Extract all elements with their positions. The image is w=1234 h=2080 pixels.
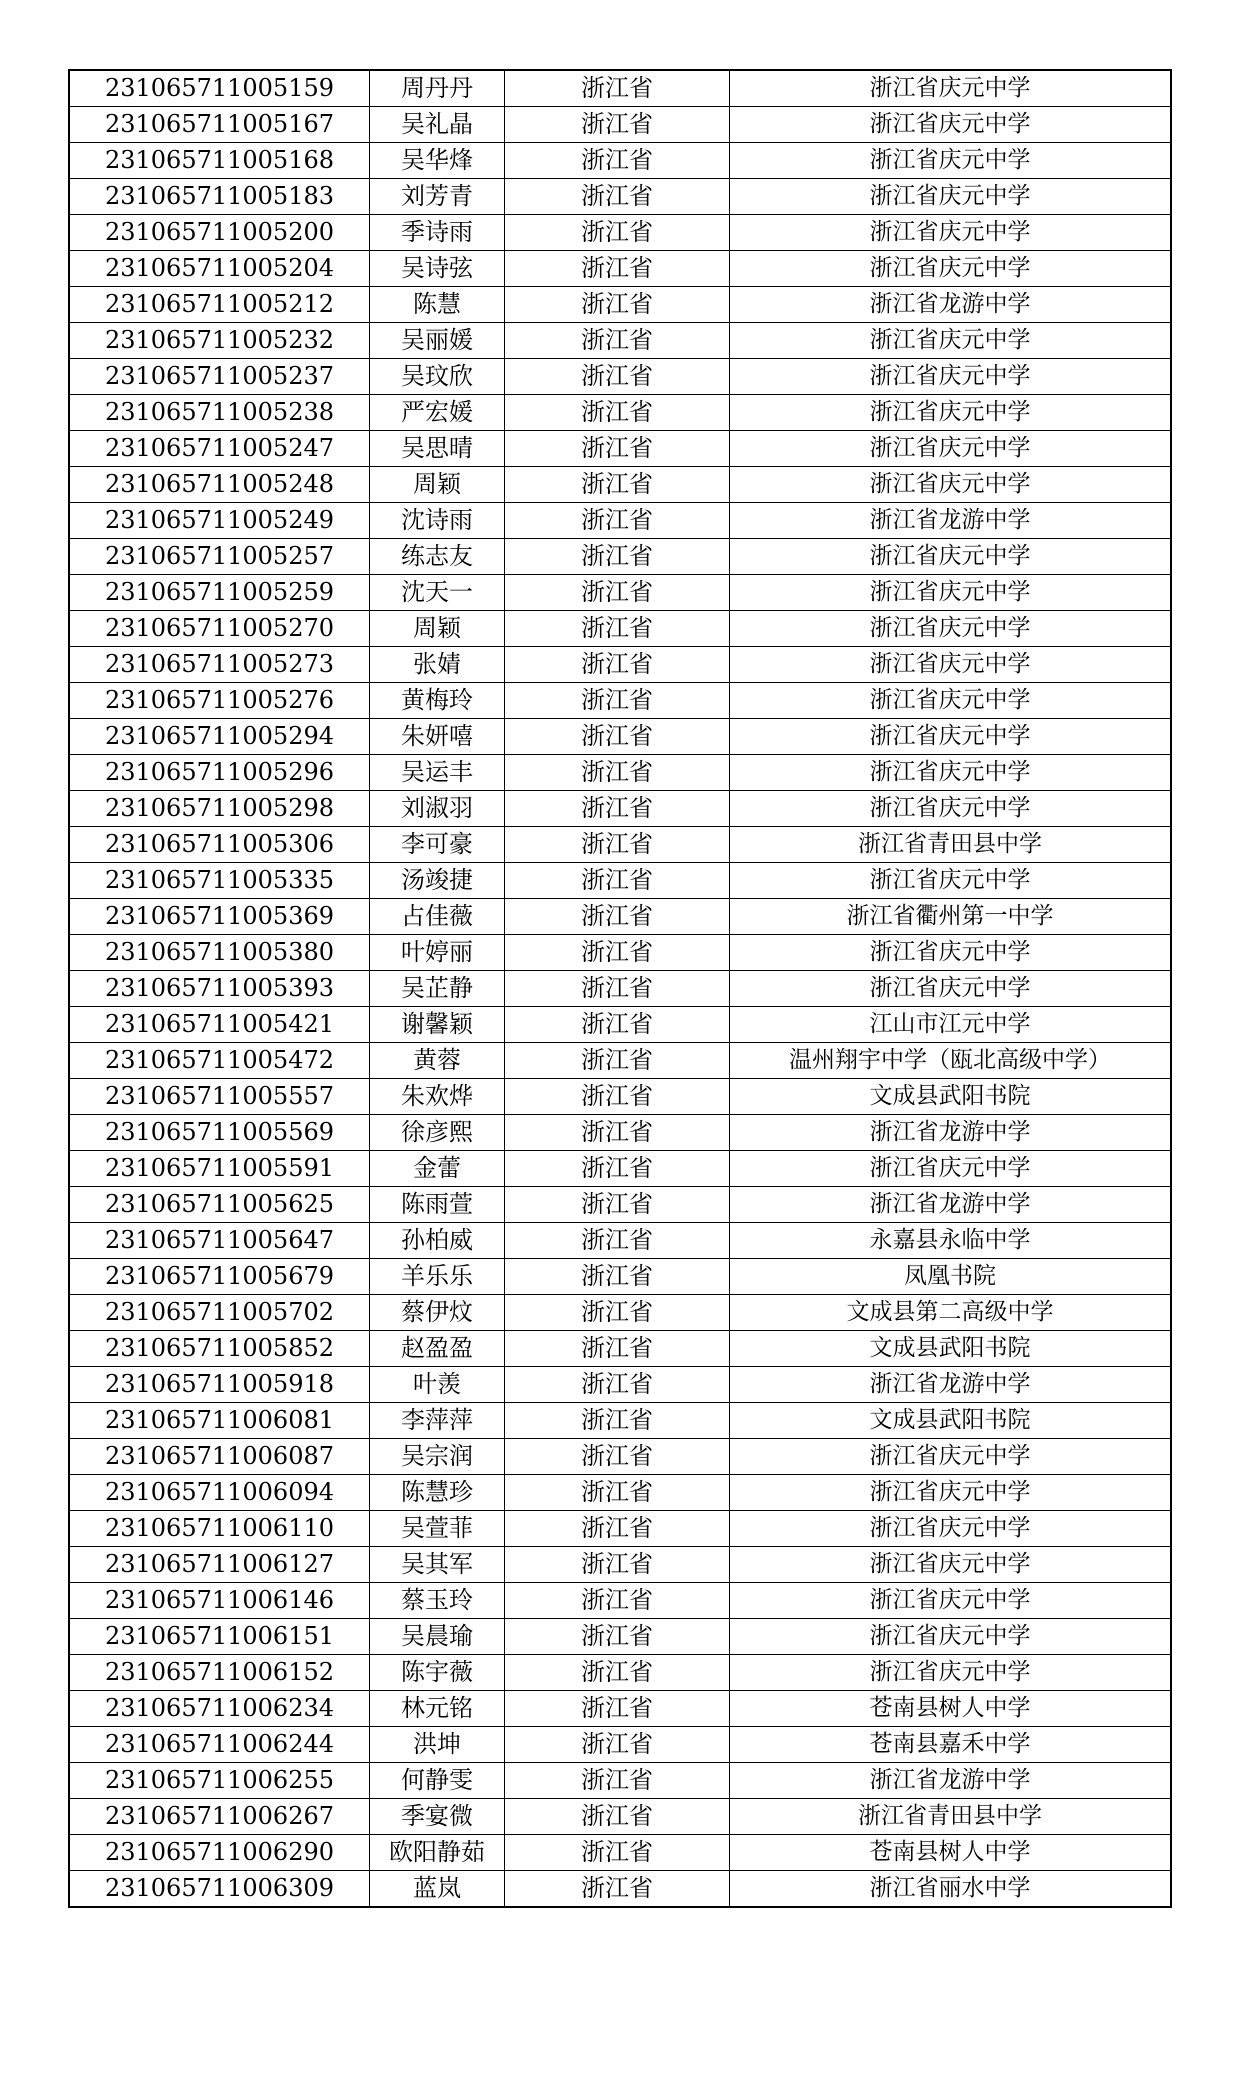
province-cell: 浙江省	[505, 539, 730, 575]
table-row	[69, 791, 1171, 827]
school-cell: 凤凰书院	[730, 1259, 1172, 1295]
province-cell: 浙江省	[505, 1223, 730, 1259]
student-name-cell: 吴宗润	[370, 1439, 505, 1475]
exam-id-cell: 231065711005273	[69, 647, 370, 683]
province-cell: 浙江省	[505, 683, 730, 719]
table-row	[69, 323, 1171, 359]
province-cell: 浙江省	[505, 575, 730, 611]
school-cell: 浙江省庆元中学	[730, 70, 1172, 107]
exam-id-cell: 231065711006255	[69, 1763, 370, 1799]
exam-id-cell: 231065711005248	[69, 467, 370, 503]
table-row	[69, 755, 1171, 791]
student-name-cell: 蔡玉玲	[370, 1583, 505, 1619]
table-row	[69, 719, 1171, 755]
school-cell: 浙江省庆元中学	[730, 1655, 1172, 1691]
student-name-cell: 孙柏威	[370, 1223, 505, 1259]
exam-id-cell: 231065711005557	[69, 1079, 370, 1115]
province-cell: 浙江省	[505, 755, 730, 791]
school-cell: 浙江省龙游中学	[730, 1763, 1172, 1799]
exam-id-cell: 231065711006267	[69, 1799, 370, 1835]
student-name-cell: 汤竣捷	[370, 863, 505, 899]
student-name-cell: 吴芷静	[370, 971, 505, 1007]
student-name-cell: 陈宇薇	[370, 1655, 505, 1691]
school-cell: 浙江省庆元中学	[730, 755, 1172, 791]
exam-id-cell: 231065711005257	[69, 539, 370, 575]
school-cell: 浙江省庆元中学	[730, 611, 1172, 647]
school-cell: 苍南县树人中学	[730, 1691, 1172, 1727]
province-cell: 浙江省	[505, 1115, 730, 1151]
exam-id-cell: 231065711005276	[69, 683, 370, 719]
school-cell: 浙江省庆元中学	[730, 971, 1172, 1007]
exam-id-cell: 231065711005647	[69, 1223, 370, 1259]
province-cell: 浙江省	[505, 143, 730, 179]
province-cell: 浙江省	[505, 1583, 730, 1619]
school-cell: 浙江省庆元中学	[730, 1475, 1172, 1511]
school-cell: 浙江省庆元中学	[730, 1439, 1172, 1475]
student-name-cell: 沈诗雨	[370, 503, 505, 539]
table-row	[69, 1727, 1171, 1763]
student-name-cell: 吴玟欣	[370, 359, 505, 395]
student-name-cell: 陈雨萱	[370, 1187, 505, 1223]
province-cell: 浙江省	[505, 179, 730, 215]
school-cell: 浙江省庆元中学	[730, 107, 1172, 143]
province-cell: 浙江省	[505, 287, 730, 323]
school-cell: 文成县武阳书院	[730, 1331, 1172, 1367]
exam-id-cell: 231065711006087	[69, 1439, 370, 1475]
exam-id-cell: 231065711006234	[69, 1691, 370, 1727]
table-row	[69, 1223, 1171, 1259]
table-row	[69, 359, 1171, 395]
student-name-cell: 洪坤	[370, 1727, 505, 1763]
province-cell: 浙江省	[505, 467, 730, 503]
exam-id-cell: 231065711006110	[69, 1511, 370, 1547]
school-cell: 浙江省庆元中学	[730, 1619, 1172, 1655]
school-cell: 浙江省龙游中学	[730, 1115, 1172, 1151]
student-name-cell: 吴丽媛	[370, 323, 505, 359]
province-cell: 浙江省	[505, 863, 730, 899]
exam-id-cell: 231065711005168	[69, 143, 370, 179]
table-row	[69, 1835, 1171, 1871]
table-row	[69, 575, 1171, 611]
exam-id-cell: 231065711006081	[69, 1403, 370, 1439]
student-name-cell: 沈天一	[370, 575, 505, 611]
province-cell: 浙江省	[505, 1511, 730, 1547]
table-row	[69, 683, 1171, 719]
table-row	[69, 1799, 1171, 1835]
student-name-cell: 叶婷丽	[370, 935, 505, 971]
province-cell: 浙江省	[505, 1295, 730, 1331]
exam-id-cell: 231065711005625	[69, 1187, 370, 1223]
school-cell: 浙江省青田县中学	[730, 1799, 1172, 1835]
exam-id-cell: 231065711006290	[69, 1835, 370, 1871]
exam-id-cell: 231065711005238	[69, 395, 370, 431]
exam-id-cell: 231065711005212	[69, 287, 370, 323]
exam-id-cell: 231065711005918	[69, 1367, 370, 1403]
province-cell: 浙江省	[505, 1655, 730, 1691]
exam-id-cell: 231065711005259	[69, 575, 370, 611]
table-row	[69, 1583, 1171, 1619]
table-row	[69, 143, 1171, 179]
school-cell: 浙江省庆元中学	[730, 431, 1172, 467]
school-cell: 浙江省庆元中学	[730, 359, 1172, 395]
table-row	[69, 287, 1171, 323]
student-name-cell: 吴华烽	[370, 143, 505, 179]
school-cell: 浙江省庆元中学	[730, 719, 1172, 755]
school-cell: 浙江省龙游中学	[730, 1187, 1172, 1223]
student-name-cell: 周丹丹	[370, 70, 505, 107]
province-cell: 浙江省	[505, 1799, 730, 1835]
exam-id-cell: 231065711005393	[69, 971, 370, 1007]
province-cell: 浙江省	[505, 1079, 730, 1115]
province-cell: 浙江省	[505, 503, 730, 539]
exam-id-cell: 231065711006309	[69, 1871, 370, 1908]
student-name-cell: 严宏媛	[370, 395, 505, 431]
exam-id-cell: 231065711005237	[69, 359, 370, 395]
school-cell: 温州翔宇中学（瓯北高级中学）	[730, 1043, 1172, 1079]
school-cell: 浙江省庆元中学	[730, 251, 1172, 287]
student-name-cell: 欧阳静茹	[370, 1835, 505, 1871]
school-cell: 浙江省庆元中学	[730, 143, 1172, 179]
province-cell: 浙江省	[505, 70, 730, 107]
exam-id-cell: 231065711006146	[69, 1583, 370, 1619]
student-name-cell: 吴诗弦	[370, 251, 505, 287]
exam-id-cell: 231065711005421	[69, 1007, 370, 1043]
student-name-cell: 刘芳青	[370, 179, 505, 215]
school-cell: 浙江省衢州第一中学	[730, 899, 1172, 935]
student-name-cell: 金蕾	[370, 1151, 505, 1187]
school-cell: 苍南县树人中学	[730, 1835, 1172, 1871]
province-cell: 浙江省	[505, 1187, 730, 1223]
exam-id-cell: 231065711005591	[69, 1151, 370, 1187]
school-cell: 浙江省庆元中学	[730, 1547, 1172, 1583]
table-body	[69, 70, 1171, 1907]
province-cell: 浙江省	[505, 1151, 730, 1187]
province-cell: 浙江省	[505, 359, 730, 395]
student-name-cell: 占佳薇	[370, 899, 505, 935]
province-cell: 浙江省	[505, 323, 730, 359]
student-name-cell: 周颖	[370, 467, 505, 503]
school-cell: 浙江省庆元中学	[730, 215, 1172, 251]
school-cell: 浙江省庆元中学	[730, 539, 1172, 575]
province-cell: 浙江省	[505, 107, 730, 143]
table-row	[69, 1403, 1171, 1439]
table-row	[69, 1151, 1171, 1187]
province-cell: 浙江省	[505, 395, 730, 431]
student-name-cell: 谢馨颖	[370, 1007, 505, 1043]
student-name-cell: 黄梅玲	[370, 683, 505, 719]
table-row	[69, 467, 1171, 503]
exam-id-cell: 231065711005380	[69, 935, 370, 971]
school-cell: 文成县武阳书院	[730, 1403, 1172, 1439]
table-row	[69, 1295, 1171, 1331]
province-cell: 浙江省	[505, 1835, 730, 1871]
table-row	[69, 503, 1171, 539]
exam-id-cell: 231065711006244	[69, 1727, 370, 1763]
province-cell: 浙江省	[505, 899, 730, 935]
school-cell: 浙江省丽水中学	[730, 1871, 1172, 1908]
table-row	[69, 827, 1171, 863]
student-name-cell: 刘淑羽	[370, 791, 505, 827]
school-cell: 浙江省庆元中学	[730, 575, 1172, 611]
student-name-cell: 练志友	[370, 539, 505, 575]
student-name-cell: 周颖	[370, 611, 505, 647]
exam-id-cell: 231065711006152	[69, 1655, 370, 1691]
student-name-cell: 吴萱菲	[370, 1511, 505, 1547]
table-row	[69, 647, 1171, 683]
table-row	[69, 863, 1171, 899]
table-row	[69, 1043, 1171, 1079]
table-row	[69, 1619, 1171, 1655]
exam-id-cell: 231065711005183	[69, 179, 370, 215]
exam-id-cell: 231065711005232	[69, 323, 370, 359]
province-cell: 浙江省	[505, 1619, 730, 1655]
table-row	[69, 1763, 1171, 1799]
exam-id-cell: 231065711006094	[69, 1475, 370, 1511]
table-row	[69, 1547, 1171, 1583]
table-row	[69, 1475, 1171, 1511]
exam-id-cell: 231065711005702	[69, 1295, 370, 1331]
school-cell: 浙江省龙游中学	[730, 287, 1172, 323]
table-row	[69, 1871, 1171, 1908]
exam-id-cell: 231065711005335	[69, 863, 370, 899]
student-name-cell: 黄蓉	[370, 1043, 505, 1079]
exam-id-cell: 231065711005249	[69, 503, 370, 539]
exam-id-cell: 231065711005204	[69, 251, 370, 287]
exam-id-cell: 231065711006127	[69, 1547, 370, 1583]
table-row	[69, 179, 1171, 215]
student-name-cell: 张婧	[370, 647, 505, 683]
school-cell: 浙江省庆元中学	[730, 683, 1172, 719]
province-cell: 浙江省	[505, 215, 730, 251]
school-cell: 永嘉县永临中学	[730, 1223, 1172, 1259]
student-name-cell: 吴礼晶	[370, 107, 505, 143]
student-name-cell: 吴思晴	[370, 431, 505, 467]
school-cell: 浙江省庆元中学	[730, 467, 1172, 503]
province-cell: 浙江省	[505, 1871, 730, 1908]
student-name-cell: 陈慧珍	[370, 1475, 505, 1511]
school-cell: 浙江省龙游中学	[730, 1367, 1172, 1403]
school-cell: 浙江省庆元中学	[730, 935, 1172, 971]
table-row	[69, 251, 1171, 287]
province-cell: 浙江省	[505, 1439, 730, 1475]
province-cell: 浙江省	[505, 827, 730, 863]
table-row	[69, 1187, 1171, 1223]
student-name-cell: 蓝岚	[370, 1871, 505, 1908]
student-name-cell: 季诗雨	[370, 215, 505, 251]
school-cell: 浙江省庆元中学	[730, 647, 1172, 683]
exam-id-cell: 231065711005159	[69, 70, 370, 107]
exam-id-cell: 231065711005472	[69, 1043, 370, 1079]
table-row	[69, 935, 1171, 971]
table-row	[69, 1367, 1171, 1403]
exam-id-cell: 231065711006151	[69, 1619, 370, 1655]
table-row	[69, 70, 1171, 107]
school-cell: 浙江省庆元中学	[730, 863, 1172, 899]
province-cell: 浙江省	[505, 1691, 730, 1727]
table-row	[69, 1439, 1171, 1475]
student-name-cell: 徐彦熙	[370, 1115, 505, 1151]
student-name-cell: 何静雯	[370, 1763, 505, 1799]
province-cell: 浙江省	[505, 1547, 730, 1583]
student-name-cell: 朱欢烨	[370, 1079, 505, 1115]
school-cell: 浙江省龙游中学	[730, 503, 1172, 539]
school-cell: 苍南县嘉禾中学	[730, 1727, 1172, 1763]
school-cell: 浙江省庆元中学	[730, 1511, 1172, 1547]
exam-id-cell: 231065711005569	[69, 1115, 370, 1151]
school-cell: 文成县第二高级中学	[730, 1295, 1172, 1331]
province-cell: 浙江省	[505, 1367, 730, 1403]
student-name-cell: 吴其军	[370, 1547, 505, 1583]
province-cell: 浙江省	[505, 791, 730, 827]
exam-id-cell: 231065711005247	[69, 431, 370, 467]
exam-id-cell: 231065711005270	[69, 611, 370, 647]
table-row	[69, 395, 1171, 431]
table-row	[69, 1079, 1171, 1115]
province-cell: 浙江省	[505, 251, 730, 287]
province-cell: 浙江省	[505, 1043, 730, 1079]
table-row	[69, 1655, 1171, 1691]
exam-id-cell: 231065711005306	[69, 827, 370, 863]
province-cell: 浙江省	[505, 1403, 730, 1439]
school-cell: 浙江省庆元中学	[730, 323, 1172, 359]
province-cell: 浙江省	[505, 1007, 730, 1043]
table-row	[69, 1331, 1171, 1367]
exam-id-cell: 231065711005296	[69, 755, 370, 791]
student-name-cell: 林元铭	[370, 1691, 505, 1727]
student-name-cell: 赵盈盈	[370, 1331, 505, 1367]
province-cell: 浙江省	[505, 1763, 730, 1799]
student-name-cell: 叶羡	[370, 1367, 505, 1403]
table-row	[69, 1511, 1171, 1547]
table-row	[69, 899, 1171, 935]
table-row	[69, 1115, 1171, 1151]
table-row	[69, 611, 1171, 647]
school-cell: 江山市江元中学	[730, 1007, 1172, 1043]
province-cell: 浙江省	[505, 719, 730, 755]
table-row	[69, 1007, 1171, 1043]
exam-id-cell: 231065711005294	[69, 719, 370, 755]
student-name-cell: 蔡伊炆	[370, 1295, 505, 1331]
student-name-cell: 李萍萍	[370, 1403, 505, 1439]
province-cell: 浙江省	[505, 971, 730, 1007]
student-name-cell: 吴运丰	[370, 755, 505, 791]
province-cell: 浙江省	[505, 1727, 730, 1763]
school-cell: 文成县武阳书院	[730, 1079, 1172, 1115]
province-cell: 浙江省	[505, 935, 730, 971]
school-cell: 浙江省庆元中学	[730, 791, 1172, 827]
school-cell: 浙江省庆元中学	[730, 395, 1172, 431]
table-row	[69, 431, 1171, 467]
table-row	[69, 107, 1171, 143]
student-name-cell: 陈慧	[370, 287, 505, 323]
student-name-cell: 吴晨瑜	[370, 1619, 505, 1655]
school-cell: 浙江省青田县中学	[730, 827, 1172, 863]
student-name-cell: 朱妍嘻	[370, 719, 505, 755]
student-name-cell: 羊乐乐	[370, 1259, 505, 1295]
table-row	[69, 1691, 1171, 1727]
exam-id-cell: 231065711005852	[69, 1331, 370, 1367]
province-cell: 浙江省	[505, 1475, 730, 1511]
student-roster-table	[68, 69, 1172, 1908]
exam-id-cell: 231065711005200	[69, 215, 370, 251]
province-cell: 浙江省	[505, 1331, 730, 1367]
table-row	[69, 539, 1171, 575]
exam-id-cell: 231065711005369	[69, 899, 370, 935]
province-cell: 浙江省	[505, 647, 730, 683]
student-name-cell: 李可豪	[370, 827, 505, 863]
table-row	[69, 215, 1171, 251]
student-name-cell: 季宴微	[370, 1799, 505, 1835]
province-cell: 浙江省	[505, 1259, 730, 1295]
school-cell: 浙江省庆元中学	[730, 1151, 1172, 1187]
exam-id-cell: 231065711005679	[69, 1259, 370, 1295]
school-cell: 浙江省庆元中学	[730, 1583, 1172, 1619]
school-cell: 浙江省庆元中学	[730, 179, 1172, 215]
table-row	[69, 971, 1171, 1007]
province-cell: 浙江省	[505, 431, 730, 467]
province-cell: 浙江省	[505, 611, 730, 647]
exam-id-cell: 231065711005298	[69, 791, 370, 827]
exam-id-cell: 231065711005167	[69, 107, 370, 143]
table-row	[69, 1259, 1171, 1295]
